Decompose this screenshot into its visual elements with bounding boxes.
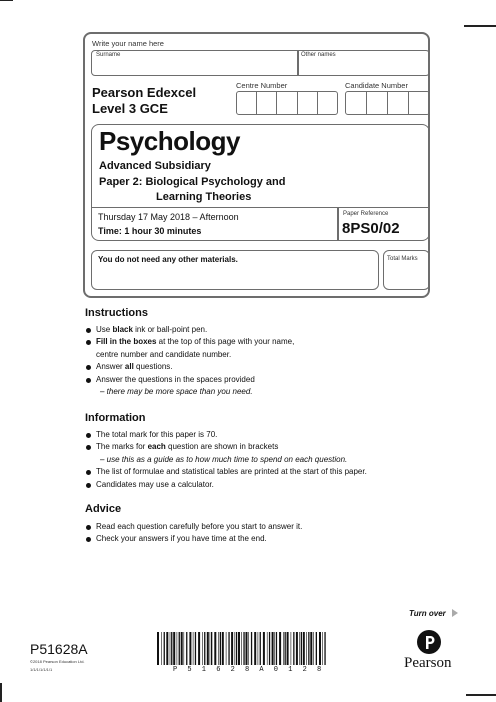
name-divider xyxy=(297,50,299,76)
name-field[interactable] xyxy=(91,50,430,76)
paper-title-line1: Paper 2: Biological Psychology and xyxy=(99,176,286,188)
reference-divider xyxy=(337,208,339,241)
instructions-list xyxy=(85,324,415,398)
exam-date: Thursday 17 May 2018 – Afternoon xyxy=(98,212,239,222)
advice-heading: Advice xyxy=(85,503,122,515)
arrow-right-icon xyxy=(452,609,458,617)
crop-mark-top-right xyxy=(464,25,496,27)
materials-text: You do not need any other materials. xyxy=(98,255,238,264)
crop-mark-top xyxy=(0,0,13,1)
list-item: Candidates may use a calculator. xyxy=(85,479,465,491)
paper-code: P51628A xyxy=(30,641,88,657)
list-item: – use this as a guide as to how much time to spend on each question. xyxy=(100,454,348,464)
paper-title-line2: Learning Theories xyxy=(156,191,252,203)
list-item: – there may be more space than you need. xyxy=(100,387,253,397)
candidate-number-boxes[interactable] xyxy=(345,91,430,115)
subject-title: Psychology xyxy=(99,126,240,156)
turn-over-label[interactable]: Turn over xyxy=(409,609,458,618)
list-item: Answer the questions in the spaces provided xyxy=(85,374,415,386)
paper-reference: 8PS0/02 xyxy=(342,220,400,237)
surname-label: Surname xyxy=(96,52,121,58)
centre-number-boxes[interactable] xyxy=(236,91,338,115)
information-heading: Information xyxy=(85,412,146,424)
list-item: The total mark for this paper is 70. xyxy=(85,429,465,441)
advice-list xyxy=(85,521,465,546)
crop-mark-bottom-right xyxy=(466,694,496,696)
barcode-text: P 5 1 6 2 8 A 0 1 2 8 xyxy=(173,666,325,674)
print-code: 1/1/1/1/1/1/1 xyxy=(30,667,53,672)
list-item: The marks for each question are shown in brackets xyxy=(85,441,465,453)
candidate-number-label: Candidate Number xyxy=(345,81,408,90)
write-name-label: Write your name here xyxy=(92,39,164,48)
instructions-heading: Instructions xyxy=(85,307,148,319)
list-item: Fill in the boxes at the top of this page with your name, xyxy=(85,336,415,348)
list-item: The list of formulae and statistical tables are printed at the start of this paper. xyxy=(85,466,465,478)
information-list xyxy=(85,429,465,491)
total-marks-label: Total Marks xyxy=(387,256,418,262)
exam-time: Time: 1 hour 30 minutes xyxy=(98,226,202,236)
paper-reference-label: Paper Reference xyxy=(343,211,389,217)
centre-number-label: Centre Number xyxy=(236,81,288,90)
board-line2: Level 3 GCE xyxy=(92,101,168,116)
list-item: Answer all questions. xyxy=(85,361,415,373)
list-item: Check your answers if you have time at the end. xyxy=(85,533,465,545)
crop-mark-bottom-left xyxy=(0,683,2,702)
board-line1: Pearson Edexcel xyxy=(92,85,197,100)
list-item: centre number and candidate number. xyxy=(96,349,232,359)
pearson-brand: Pearson xyxy=(404,655,452,671)
list-item: Use black ink or ball-point pen. xyxy=(85,324,415,336)
level-text: Advanced Subsidiary xyxy=(99,160,211,172)
pearson-logo-icon xyxy=(417,630,441,654)
copyright-text: ©2018 Pearson Education Ltd. xyxy=(30,659,85,664)
other-names-label: Other names xyxy=(301,52,336,58)
list-item: Read each question carefully before you start to answer it. xyxy=(85,521,465,533)
